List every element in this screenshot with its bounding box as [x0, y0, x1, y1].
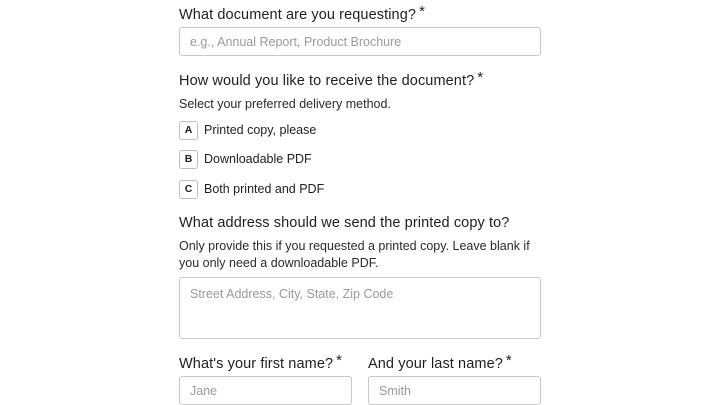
- option-key-a: A: [179, 121, 198, 140]
- address-question-label: [179, 215, 509, 231]
- address-question-text: What address should we send the printed copy to?: [179, 215, 510, 231]
- delivery-option-c[interactable]: [179, 179, 324, 199]
- document-input[interactable]: [179, 27, 541, 56]
- address-help-text: Only provide this if you requested a printed copy. Leave blank if you only need a downloadable PDF.: [179, 239, 530, 270]
- option-label-c: Both printed and PDF: [204, 182, 325, 196]
- delivery-option-a[interactable]: [179, 120, 316, 140]
- option-key-c: C: [179, 180, 198, 199]
- first-name-question-text: What's your first name?: [179, 356, 334, 372]
- delivery-question-label: [179, 69, 484, 89]
- option-label-a: Printed copy, please: [204, 123, 317, 137]
- document-question-label: [179, 3, 425, 23]
- first-name-question-label: [179, 352, 343, 372]
- required-asterisk: *: [419, 3, 425, 20]
- last-name-question-text: And your last name?: [368, 356, 503, 372]
- address-textarea[interactable]: [179, 277, 541, 339]
- option-label-b: Downloadable PDF: [204, 152, 312, 166]
- option-key-b: B: [179, 150, 198, 169]
- delivery-help-text: Select your preferred delivery method.: [179, 97, 391, 111]
- required-asterisk: *: [477, 69, 484, 86]
- last-name-question-label: [368, 352, 512, 372]
- delivery-option-b[interactable]: [179, 149, 312, 169]
- document-question-text: What document are you requesting?: [179, 7, 417, 23]
- first-name-input[interactable]: [179, 376, 352, 405]
- required-asterisk: *: [505, 352, 512, 369]
- delivery-question-text: How would you like to receive the document?: [179, 73, 475, 89]
- last-name-input[interactable]: [368, 376, 541, 405]
- required-asterisk: *: [336, 352, 343, 369]
